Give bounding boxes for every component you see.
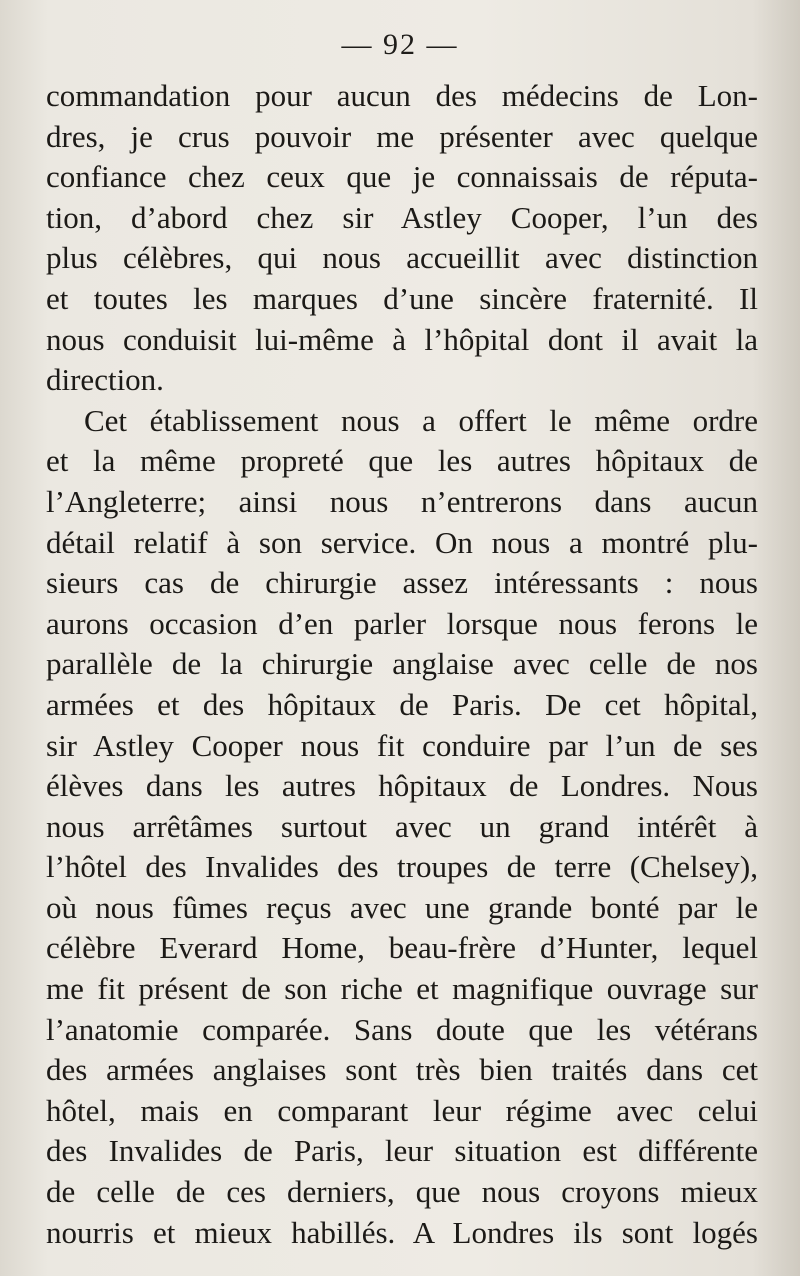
text-line: hôtel, mais en comparant leur régime avec celui bbox=[46, 1092, 758, 1128]
text-line: de celle de ces derniers, que nous croyons mieux bbox=[46, 1174, 758, 1210]
text-line: tion, d’abord chez sir Astley Cooper, l’un des bbox=[46, 199, 758, 235]
text-line: direction. bbox=[46, 362, 164, 398]
text-line: armées et des hôpitaux de Paris. De cet hôpital, bbox=[46, 686, 758, 722]
text-line: nous arrêtâmes surtout avec un grand intérêt à bbox=[46, 808, 758, 844]
text-line: nous conduisit lui-même à l’hôpital dont il avait la bbox=[46, 321, 758, 357]
text-line: élèves dans les autres hôpitaux de Londres. Nous bbox=[46, 768, 758, 804]
page-number: — 92 — bbox=[341, 28, 459, 61]
text-line: aurons occasion d’en parler lorsque nous ferons le bbox=[46, 605, 758, 641]
text-line: plus célèbres, qui nous accueillit avec distinction bbox=[46, 240, 758, 276]
text-line: détail relatif à son service. On nous a montré plu- bbox=[46, 524, 758, 560]
text-line: des Invalides de Paris, leur situation est différente bbox=[46, 1133, 758, 1169]
text-line: nourris et mieux habillés. A Londres ils sont logés bbox=[46, 1214, 758, 1250]
text-line: où nous fûmes reçus avec une grande bonté par le bbox=[46, 889, 758, 925]
paragraph-2 bbox=[46, 401, 758, 1253]
text-line: parallèle de la chirurgie anglaise avec celle de nos bbox=[46, 646, 758, 682]
text-line: confiance chez ceux que je connaissais de réputa- bbox=[46, 159, 758, 195]
text-line: dres, je crus pouvoir me présenter avec quelque bbox=[46, 118, 758, 154]
text-line: commandation pour aucun des médecins de Lon- bbox=[46, 78, 758, 113]
text-line: l’hôtel des Invalides des troupes de terre (Chelsey), bbox=[46, 849, 758, 885]
text-line: et toutes les marques d’une sincère fraternité. Il bbox=[46, 280, 758, 316]
text-line: des armées anglaises sont très bien traités dans cet bbox=[46, 1052, 758, 1088]
text-line: sieurs cas de chirurgie assez intéressants : nous bbox=[46, 565, 758, 601]
paragraph-1 bbox=[46, 76, 758, 401]
text-line: célèbre Everard Home, beau-frère d’Hunter, lequel bbox=[46, 930, 758, 966]
text-line: Cet établissement nous a offert le même ordre bbox=[84, 402, 758, 438]
body-text bbox=[46, 76, 758, 1253]
text-line: et la même propreté que les autres hôpitaux de bbox=[46, 443, 758, 479]
text-line: l’Angleterre; ainsi nous n’entrerons dans aucun bbox=[46, 483, 758, 519]
text-line: me fit présent de son riche et magnifique ouvrage sur bbox=[46, 971, 758, 1007]
text-line: l’anatomie comparée. Sans doute que les vétérans bbox=[46, 1011, 758, 1047]
text-line: sir Astley Cooper nous fit conduire par l’un de ses bbox=[46, 727, 758, 763]
